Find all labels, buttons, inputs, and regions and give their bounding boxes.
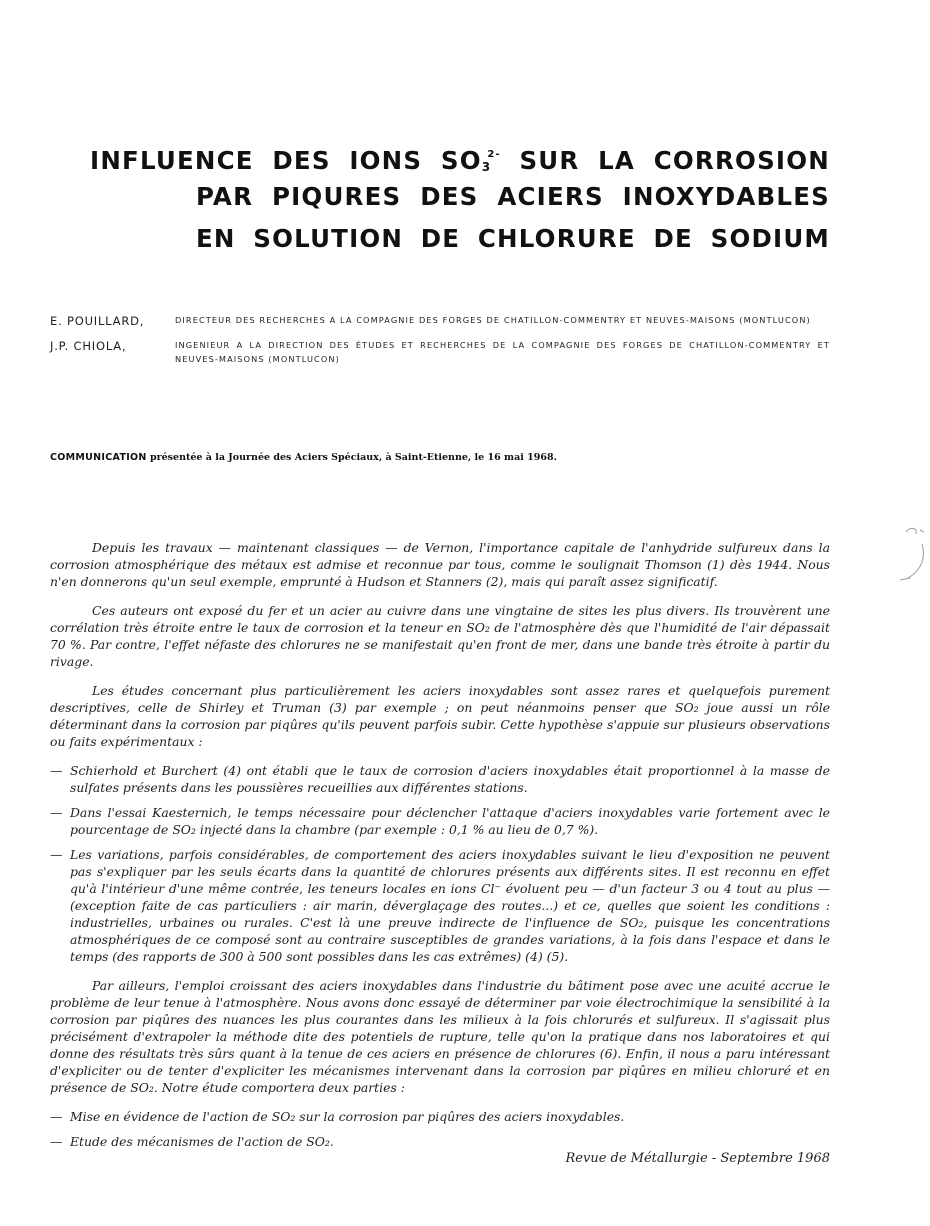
dash-marker: —: [50, 763, 63, 778]
title-line-3: EN SOLUTION DE CHLORURE DE SODIUM: [196, 224, 830, 253]
communication-text: présentée à la Journée des Aciers Spéciaux, à Saint-Etienne, le 16 mai 1968.: [146, 452, 557, 463]
dash-marker: —: [50, 805, 63, 820]
list-item-text: Dans l'essai Kaesternich, le temps nécessaire pour déclencher l'attaque d'aciers inoxydables varie fortement avec le pourcentage de SO₂ injecté dans la chambre (par exemple : 0,1 % au lieu de 0,7 %).: [70, 805, 830, 837]
communication-note: [50, 452, 750, 463]
title-superscript: 2-: [487, 149, 501, 160]
dash-marker: —: [50, 1109, 63, 1124]
title-line-1: [90, 134, 830, 176]
paragraph: Les études concernant plus particulièrement les aciers inoxydables sont assez rares et quelquefois purement descriptives, celle de Shirley et Truman (3) par exemple ; on peut néanmoins penser que SO₂ joue aussi un rôle déterminant dans la corrosion par piqûres qu'ils peuvent parfois subir. Cette hypothèse s'appuie sur plusieurs observations ou faits expérimentaux :: [50, 683, 830, 749]
list-item: [50, 1108, 830, 1125]
author-affiliation: DIRECTEUR DES RECHERCHES A LA COMPAGNIE DES FORGES DE CHATILLON-COMMENTRY ET NEUVES-MAISONS (MONTLUCON): [175, 315, 811, 325]
list-item: [50, 1133, 830, 1150]
paragraph: Ces auteurs ont exposé du fer et un acier au cuivre dans une vingtaine de sites les plus divers. Ils trouvèrent une corrélation très étroite entre le taux de corrosion et la teneur en SO₂ de l'atmosphère dès que l'humidité de l'air dépassait 70 %. Par contre, l'effet néfaste des chlorures ne se manifestait qu'en front de mer, dans une bande très étroite à partir du rivage.: [50, 603, 830, 669]
dash-marker: —: [50, 1134, 63, 1149]
list-item-text: Mise en évidence de l'action de SO₂ sur la corrosion par piqûres des aciers inoxydables.: [70, 1109, 625, 1124]
dash-marker: —: [50, 847, 63, 862]
pencil-mark-icon: [892, 520, 930, 590]
title-subscript: 3: [481, 160, 492, 174]
list-item: [50, 762, 830, 796]
title-line-2: PAR PIQURES DES ACIERS INOXYDABLES: [196, 182, 830, 211]
author-name: E. POUILLARD,: [50, 314, 145, 328]
list-item: [50, 804, 830, 838]
communication-label: COMMUNICATION: [50, 452, 147, 463]
article-body: [50, 539, 830, 1158]
author-affiliation: INGENIEUR A LA DIRECTION DES ÉTUDES ET RECHERCHES DE LA COMPAGNIE DES FORGES DE CHATILLON-COMMENTRY ET NEUVES-MAISONS (MONTLUCON): [175, 340, 830, 364]
list-item-text: Etude des mécanismes de l'action de SO₂.: [70, 1134, 334, 1149]
title-text: SUR LA CORROSION: [500, 146, 830, 175]
title-text: INFLUENCE DES IONS SO: [90, 146, 482, 175]
list-item-text: Schierhold et Burchert (4) ont établi que le taux de corrosion d'aciers inoxydables était proportionnel à la masse de sulfates présents dans les poussières recueillies aux différentes stations.: [70, 763, 830, 795]
journal-footer: Revue de Métallurgie - Septembre 1968: [565, 1151, 830, 1166]
author-entry: [50, 338, 830, 366]
authors-block: [50, 313, 830, 376]
list-item-text: Les variations, parfois considérables, de comportement des aciers inoxydables suivant le lieu d'exposition ne peuvent pas s'expliquer par les seuls écarts dans la quantité de chlorures présents aux différents sites. Il est reconnu en effet qu'à l'intérieur d'une même contrée, les teneurs locales en ions Cl⁻ évoluent peu — d'un facteur 3 ou 4 tout au plus — (exception faite de cas particuliers : air marin, déverglaçage des routes...) et ce, quelles que soient les conditions : industrielles, urbaines ou rurales. C'est là une preuve indirecte de l'influence de SO₂, puisque les concentrations atmosphériques de ce composé sont au contraire susceptibles de grandes variations, à la fois dans l'espace et dans le temps (des rapports de 300 à 500 sont possibles dans les cas extrêmes) (4) (5).: [70, 847, 830, 964]
author-name: J.P. CHIOLA,: [50, 339, 127, 353]
article-title: [90, 134, 830, 260]
author-entry: [50, 313, 830, 328]
paragraph: Depuis les travaux — maintenant classiques — de Vernon, l'importance capitale de l'anhydride sulfureux dans la corrosion atmosphérique des métaux est admise et reconnue par tous, comme le soulignait Thomson (1) dès 1944. Nous n'en donnerons qu'un seul exemple, emprunté à Hudson et Stanners (2), mais qui paraît assez significatif.: [50, 540, 830, 589]
paragraph: Par ailleurs, l'emploi croissant des aciers inoxydables dans l'industrie du bâtiment pose avec une acuité accrue le problème de leur tenue à l'atmosphère. Nous avons donc essayé de déterminer par voie électrochimique la sensibilité à la corrosion par piqûres des nuances les plus courantes dans les milieux à la fois chlorurés et sulfureux. Il s'agissait plus précisément d'extrapoler la méthode dite des potentiels de rupture, telle qu'on la pratique dans nos laboratoires et qui donne des résultats très sûrs quant à la tenue de ces aciers en présence de chlorures (6). Enfin, il nous a paru intéressant d'expliciter ou de tenter d'expliciter les mécanismes intervenant dans la corrosion par piqûres en milieu chloruré et en présence de SO₂. Notre étude comportera deux parties :: [50, 978, 830, 1095]
list-item: [50, 846, 830, 965]
